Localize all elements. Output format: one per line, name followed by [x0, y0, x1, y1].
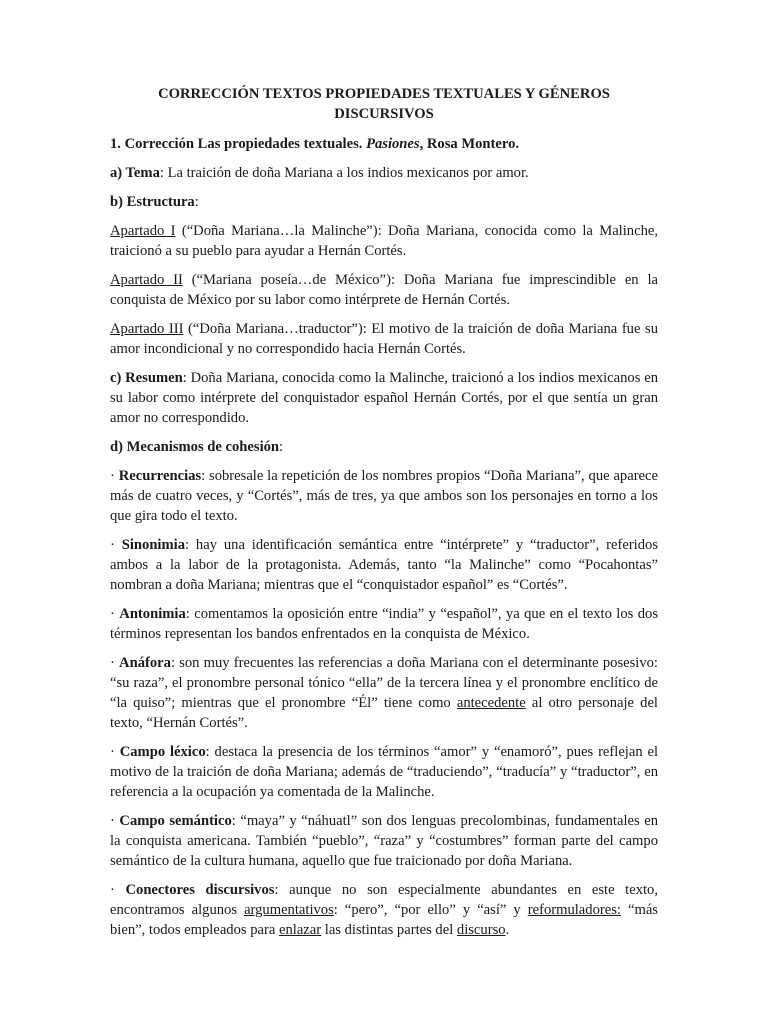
resumen-label: c) Resumen [110, 370, 183, 386]
estructura-paragraph: b) Estructura: [110, 194, 199, 210]
section-heading: 1. Corrección Las propiedades textuales. Pasiones, Rosa Montero. [110, 136, 520, 152]
campo-semantico-paragraph: · Campo semántico: “maya” y “náhuatl” son dos lenguas precolombinas, fundamentales en la conquista americana. También “pueblo”, “raza” y “costumbres” forman parte del campo semántico de la cultura humana, aquello que fue traicionado por doña Mariana. [110, 813, 658, 869]
anafora-label: Anáfora [119, 655, 171, 671]
document-page [110, 84, 658, 949]
apartado-2-paragraph: Apartado II (“Mariana poseía…de México”): Doña Mariana fue imprescindible en la conquista de México por su labor como intérprete de Hernán Cortés. [110, 272, 658, 308]
document-title [110, 84, 658, 124]
antecedente-underlined: antecedente [456, 695, 526, 711]
mecanismos-paragraph: d) Mecanismos de cohesión: [110, 439, 284, 455]
apartado-1-paragraph: Apartado I (“Doña Mariana…la Malinche”): Doña Mariana, conocida como la Malinche, traicionó a su pueblo para ayudar a Hernán Cortés. [110, 223, 658, 259]
campo-lexico-label: Campo léxico [119, 744, 206, 760]
title-line-1: CORRECCIÓN TEXTOS PROPIEDADES TEXTUALES Y GÉNEROS [158, 86, 610, 102]
campo-lexico-paragraph: · Campo léxico: destaca la presencia de los términos “amor” y “enamoró”, pues reflejan el motivo de la traición de doña Mariana; además de “traduciendo”, “traducía” y “traductor”, en referencia a la ocupación ya comentada de la Malinche. [110, 744, 659, 800]
title-line-2: DISCURSIVOS [334, 106, 434, 122]
antonimia-paragraph: · Antonimia: comentamos la oposición entre “india” y “español”, ya que en el texto los dos términos representan los bandos enfrentados en la conquista de México. [110, 606, 659, 642]
estructura-label: b) Estructura [110, 194, 195, 210]
tema-paragraph: a) Tema: La traición de doña Mariana a los indios mexicanos por amor. [110, 165, 529, 181]
argumentativos-underlined: argumentativos [244, 902, 334, 918]
conectores-paragraph: · Conectores discursivos: aunque no son especialmente abundantes en este texto, encontramos algunos argumentativos: “pero”, “por ello” y “así” y reformuladores: “más bien”, todos empleados para enlazar las distintas partes del discurso. [110, 882, 659, 938]
reformuladores-underlined: reformuladores: [527, 902, 621, 918]
apartado-3-paragraph: Apartado III (“Doña Mariana…traductor”): El motivo de la traición de doña Mariana fue su amor incondicional y no correspondido hacia Hernán Cortés. [110, 321, 658, 357]
conectores-label: Conectores discursivos [125, 882, 275, 898]
apartado-3-label: Apartado III [110, 321, 184, 337]
sinonimia-paragraph: · Sinonimia: hay una identificación semántica entre “intérprete” y “traductor”, referidos ambos a la labor de la protagonista. Además, tanto “la Malinche” como “Pocahontas” nombran a doña Mariana; mientras que el “conquistador español” es “Cortés”. [110, 537, 659, 593]
enlazar-underlined: enlazar [279, 922, 322, 938]
mecanismos-label: d) Mecanismos de cohesión [110, 439, 280, 455]
recurrencias-paragraph: · Recurrencias: sobresale la repetición de los nombres propios “Doña Mariana”, que aparece más de cuatro veces, y “Cortés”, más de tres, ya que ambos son los personajes en torno a los que gira todo el texto. [110, 468, 658, 524]
resumen-paragraph: c) Resumen: Doña Mariana, conocida como la Malinche, traicionó a los indios mexicanos en su labor como intérprete del conquistador español Hernán Cortés, por el que sentía un gran amor no correspondido. [110, 370, 658, 426]
anafora-paragraph: · Anáfora: son muy frecuentes las referencias a doña Mariana con el determinante posesivo: “su raza”, el pronombre personal tónico “ella” de la tercera línea y el pronombre enclítico de “la quiso”; mientras que el pronombre “Él” tiene como antecedente al otro personaje del texto, “Hernán Cortés”. [110, 655, 658, 731]
antonimia-label: Antonimia [119, 606, 186, 622]
sinonimia-label: Sinonimia [121, 537, 185, 553]
recurrencias-label: Recurrencias [118, 468, 202, 484]
apartado-2-label: Apartado II [110, 272, 183, 288]
tema-label: a) Tema [110, 165, 160, 181]
apartado-1-label: Apartado I [110, 223, 176, 239]
discurso-underlined: discurso [456, 922, 506, 938]
campo-semantico-label: Campo semántico [119, 813, 232, 829]
